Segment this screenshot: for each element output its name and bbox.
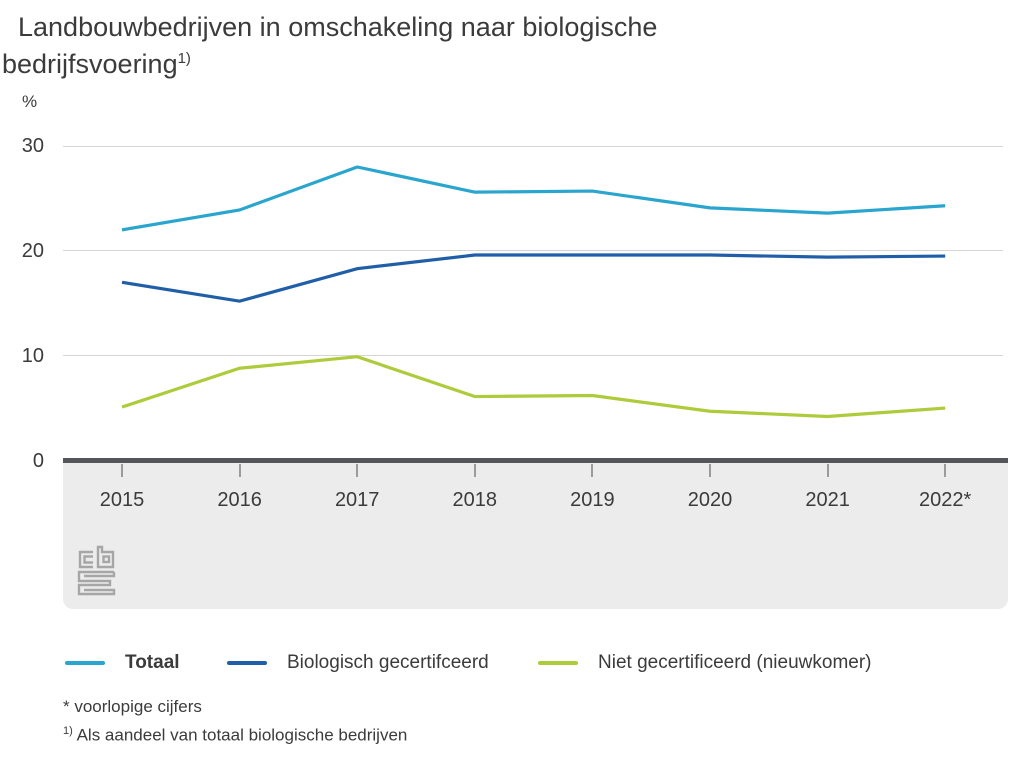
y-tick-label-30: 30 [21, 135, 44, 157]
y-tick-label-20: 20 [21, 239, 44, 262]
y-tick-label-0: 0 [32, 449, 44, 472]
x-axis-line [63, 458, 1008, 463]
series-line-biologisch-gecertifceerd [122, 255, 945, 301]
legend-label-niet-gecertificeerd: Niet gecertificeerd (nieuwkomer) [598, 652, 872, 673]
cbs-logo [76, 545, 117, 597]
legend-label-totaal: Totaal [125, 652, 180, 673]
chart-title-line2: bedrijfsvoering [2, 49, 178, 79]
x-tick-label-2017: 2017 [334, 489, 380, 511]
footnote-share-marker: 1) [63, 725, 73, 737]
series-line-niet-gecertificeerd-nieuwkomer [122, 357, 945, 417]
x-tick-label-2021: 2021 [805, 489, 850, 511]
footnote-share-text: Als aandeel van totaal biologische bedrijven [76, 725, 408, 745]
x-tick-label-2020: 2020 [687, 489, 733, 511]
legend-label-biologisch-gecertifceerd: Biologisch gecertifceerd [287, 652, 489, 673]
x-tick-label-2019: 2019 [570, 489, 615, 511]
chart-title-footnote-marker: 1) [177, 50, 191, 67]
cbs-logo-s [79, 572, 114, 594]
chart-title-line1: Landbouwbedrijven in omschakeling naar biologische [18, 12, 658, 42]
y-axis-unit-label: % [22, 92, 38, 111]
x-tick-label-2016: 2016 [217, 489, 262, 511]
series-line-totaal [122, 167, 945, 230]
x-tick-label-2015: 2015 [99, 489, 145, 511]
footnote-preliminary: * voorlopige cijfers [63, 697, 202, 716]
cbs-logo-c [80, 552, 93, 567]
x-tick-label-2018: 2018 [452, 489, 498, 511]
y-tick-label-10: 10 [21, 344, 44, 367]
cbs-logo-b-dot [104, 557, 110, 563]
x-tick-label-2022*: 2022* [919, 489, 972, 511]
